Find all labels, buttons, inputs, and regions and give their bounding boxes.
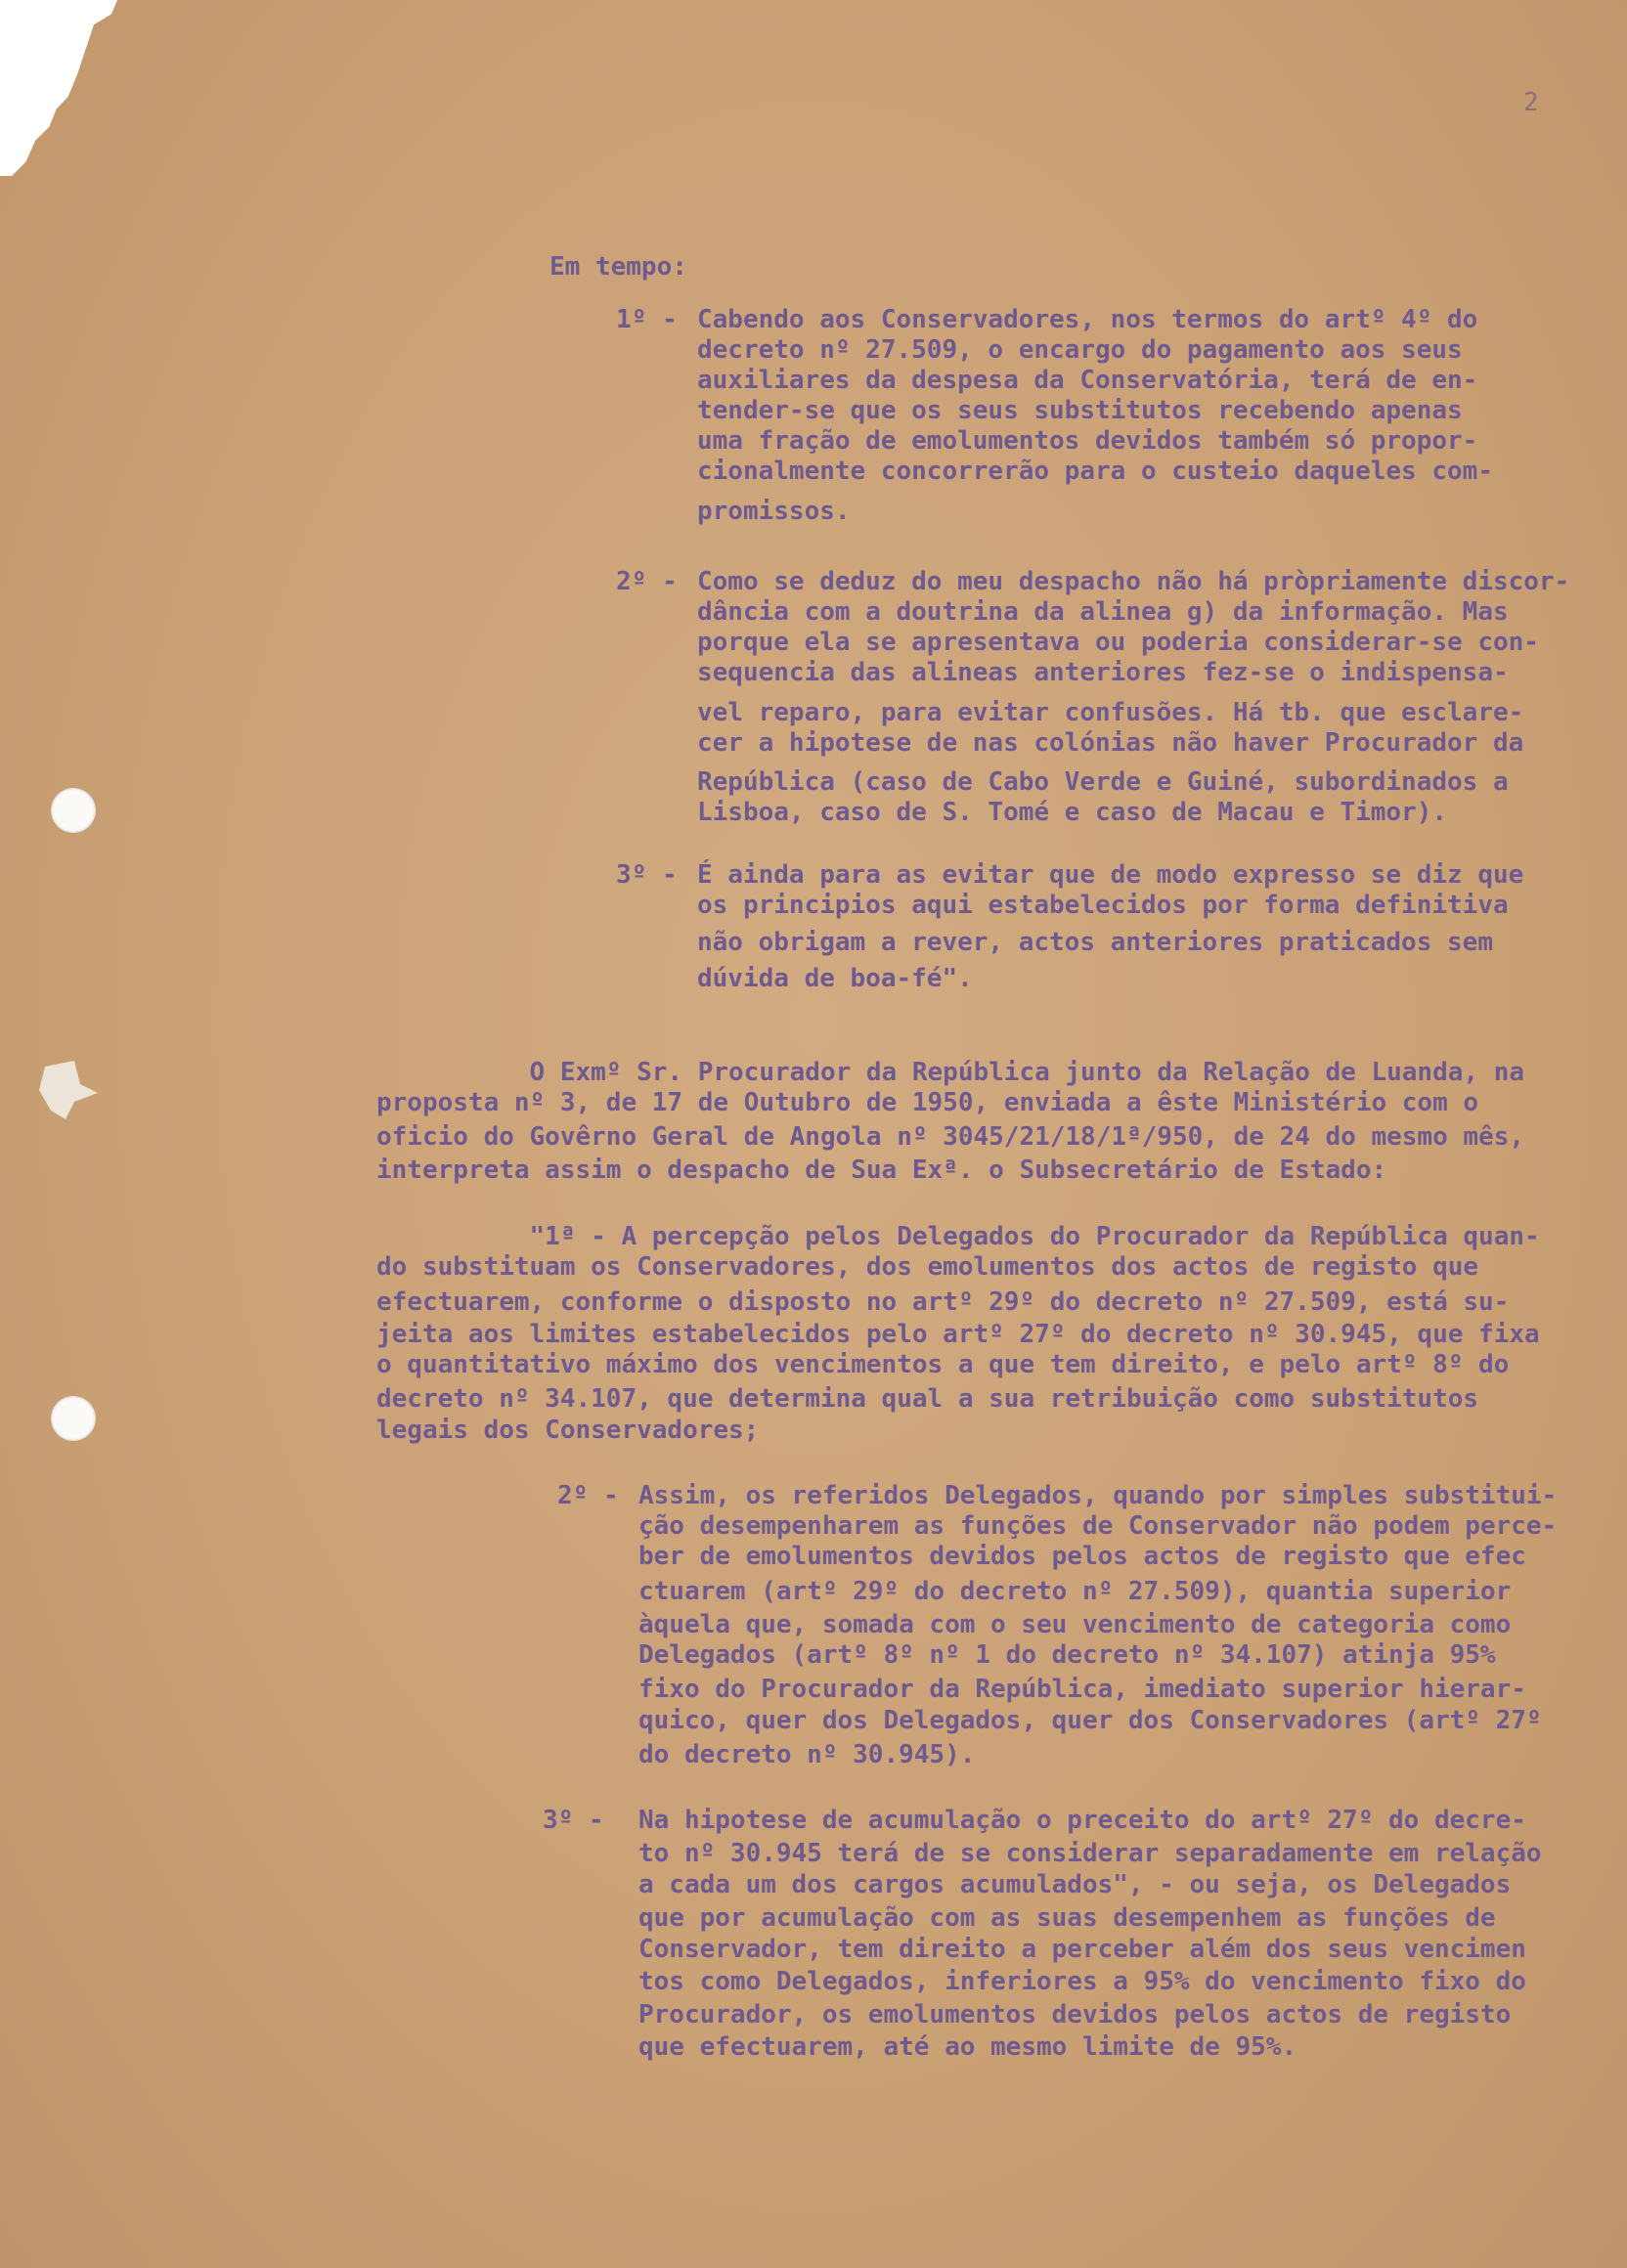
item-1-line: promissos.	[697, 497, 851, 526]
subitem-3-line: a cada um dos cargos acumulados", - ou seja, os Delegados	[638, 1870, 1512, 1899]
item-3-line: dúvida de boa-fé".	[697, 964, 973, 993]
item-2-line: Lisboa, caso de S. Tomé e caso de Macau e Timor).	[697, 798, 1448, 827]
item-2-line: vel reparo, para evitar confusões. Há tb. que esclare-	[697, 698, 1524, 727]
subitem-3-line: que por acumulação com as suas desempenhem as funções de	[638, 1903, 1496, 1933]
subitem-3-line: to nº 30.945 terá de se considerar separadamente em relação	[638, 1839, 1542, 1868]
item-1-line: uma fração de emolumentos devidos também só propor-	[697, 426, 1478, 456]
subitem-3-line: Conservador, tem direito a perceber além dos seus vencimen	[638, 1935, 1526, 1964]
subitem-3-line: tos como Delegados, inferiores a 95% do vencimento fixo do	[638, 1967, 1526, 1996]
subitem-2-line: fixo do Procurador da República, imediato superior hierar-	[638, 1675, 1526, 1704]
paragraph-line: interpreta assim o despacho de Sua Exª. o Subsecretário de Estado:	[376, 1156, 1387, 1185]
subitem-2-line: quico, quer dos Delegados, quer dos Conservadores (artº 27º	[638, 1706, 1542, 1735]
page-number: 2	[1523, 88, 1539, 117]
item-3-line: não obrigam a rever, actos anteriores praticados sem	[697, 928, 1493, 957]
subitem-2-line: àquela que, somada com o seu vencimento de categoria como	[638, 1610, 1512, 1639]
quote-line: jeita aos limites estabelecidos pelo artº 27º do decreto nº 30.945, que fixa	[376, 1320, 1540, 1349]
subitem-2-number: 2º -	[557, 1481, 619, 1510]
item-1-line: cionalmente concorrerão para o custeio daqueles com-	[697, 457, 1493, 486]
subitem-2-line: ctuarem (artº 29º do decreto nº 27.509), quantia superior	[638, 1577, 1512, 1606]
subitem-2-line: ber de emolumentos devidos pelos actos de registo que efec	[638, 1542, 1526, 1571]
paragraph-line: oficio do Govêrno Geral de Angola nº 3045/21/18/1ª/950, de 24 do mesmo mês,	[376, 1122, 1524, 1152]
item-3-number: 3º -	[616, 860, 678, 890]
subitem-3-number: 3º -	[543, 1806, 604, 1835]
item-1-number: 1º -	[616, 305, 678, 334]
item-3-line: os principios aqui estabelecidos por forma definitiva	[697, 891, 1509, 920]
item-3-line: É ainda para as evitar que de modo expresso se diz que	[697, 860, 1524, 890]
punch-hole-top	[51, 788, 96, 833]
item-1-line: auxiliares da despesa da Conservatória, terá de en-	[697, 366, 1478, 395]
item-1-line: tender-se que os seus substitutos recebendo apenas	[697, 396, 1463, 425]
punch-hole-bottom	[51, 1396, 96, 1441]
subitem-3-line: Na hipotese de acumulação o preceito do artº 27º do decre-	[638, 1806, 1526, 1835]
quote-line: decreto nº 34.107, que determina qual a sua retribuição como substitutos	[376, 1384, 1479, 1414]
heading: Em tempo:	[550, 252, 687, 282]
subitem-2-line: do decreto nº 30.945).	[638, 1740, 976, 1769]
subitem-2-line: Delegados (artº 8º nº 1 do decreto nº 34.107) atinja 95%	[638, 1640, 1496, 1670]
quote-line: legais dos Conservadores;	[376, 1416, 760, 1445]
paragraph-line: O Exmº Sr. Procurador da República junto da Relação de Luanda, na	[376, 1058, 1524, 1087]
item-1-line: decreto nº 27.509, o encargo do pagamento aos seus	[697, 335, 1463, 365]
item-2-line: Como se deduz do meu despacho não há pròpriamente discor-	[697, 567, 1570, 596]
quote-line: do substituam os Conservadores, dos emolumentos dos actos de registo que	[376, 1252, 1479, 1282]
item-2-line: porque ela se apresentava ou poderia considerar-se con-	[697, 628, 1539, 657]
item-2-line: cer a hipotese de nas colónias não haver Procurador da	[697, 728, 1524, 758]
subitem-3-line: Procurador, os emolumentos devidos pelos actos de registo	[638, 2000, 1512, 2029]
paragraph-line: proposta nº 3, de 17 de Outubro de 1950, enviada a êste Ministério com o	[376, 1088, 1479, 1117]
item-1-line: Cabendo aos Conservadores, nos termos do artº 4º do	[697, 305, 1478, 334]
subitem-3-line: que efectuarem, até ao mesmo limite de 95%.	[638, 2032, 1297, 2062]
paper-damage-mark	[39, 1061, 98, 1119]
quote-line: o quantitativo máximo dos vencimentos a que tem direito, e pelo artº 8º do	[376, 1350, 1510, 1379]
item-2-line: dância com a doutrina da alinea g) da informação. Mas	[697, 597, 1509, 627]
subitem-2-line: Assim, os referidos Delegados, quando por simples substitui-	[638, 1481, 1558, 1510]
torn-corner	[0, 0, 117, 176]
item-2-line: República (caso de Cabo Verde e Guiné, subordinados a	[697, 767, 1509, 797]
quote-line: efectuarem, conforme o disposto no artº 29º do decreto nº 27.509, está su-	[376, 1287, 1510, 1317]
item-2-number: 2º -	[616, 567, 678, 596]
quote-line: "1ª - A percepção pelos Delegados do Procurador da República quan-	[376, 1222, 1540, 1251]
item-2-line: sequencia das alineas anteriores fez-se o indispensa-	[697, 658, 1509, 687]
subitem-2-line: ção desempenharem as funções de Conservador não podem perce-	[638, 1511, 1558, 1541]
